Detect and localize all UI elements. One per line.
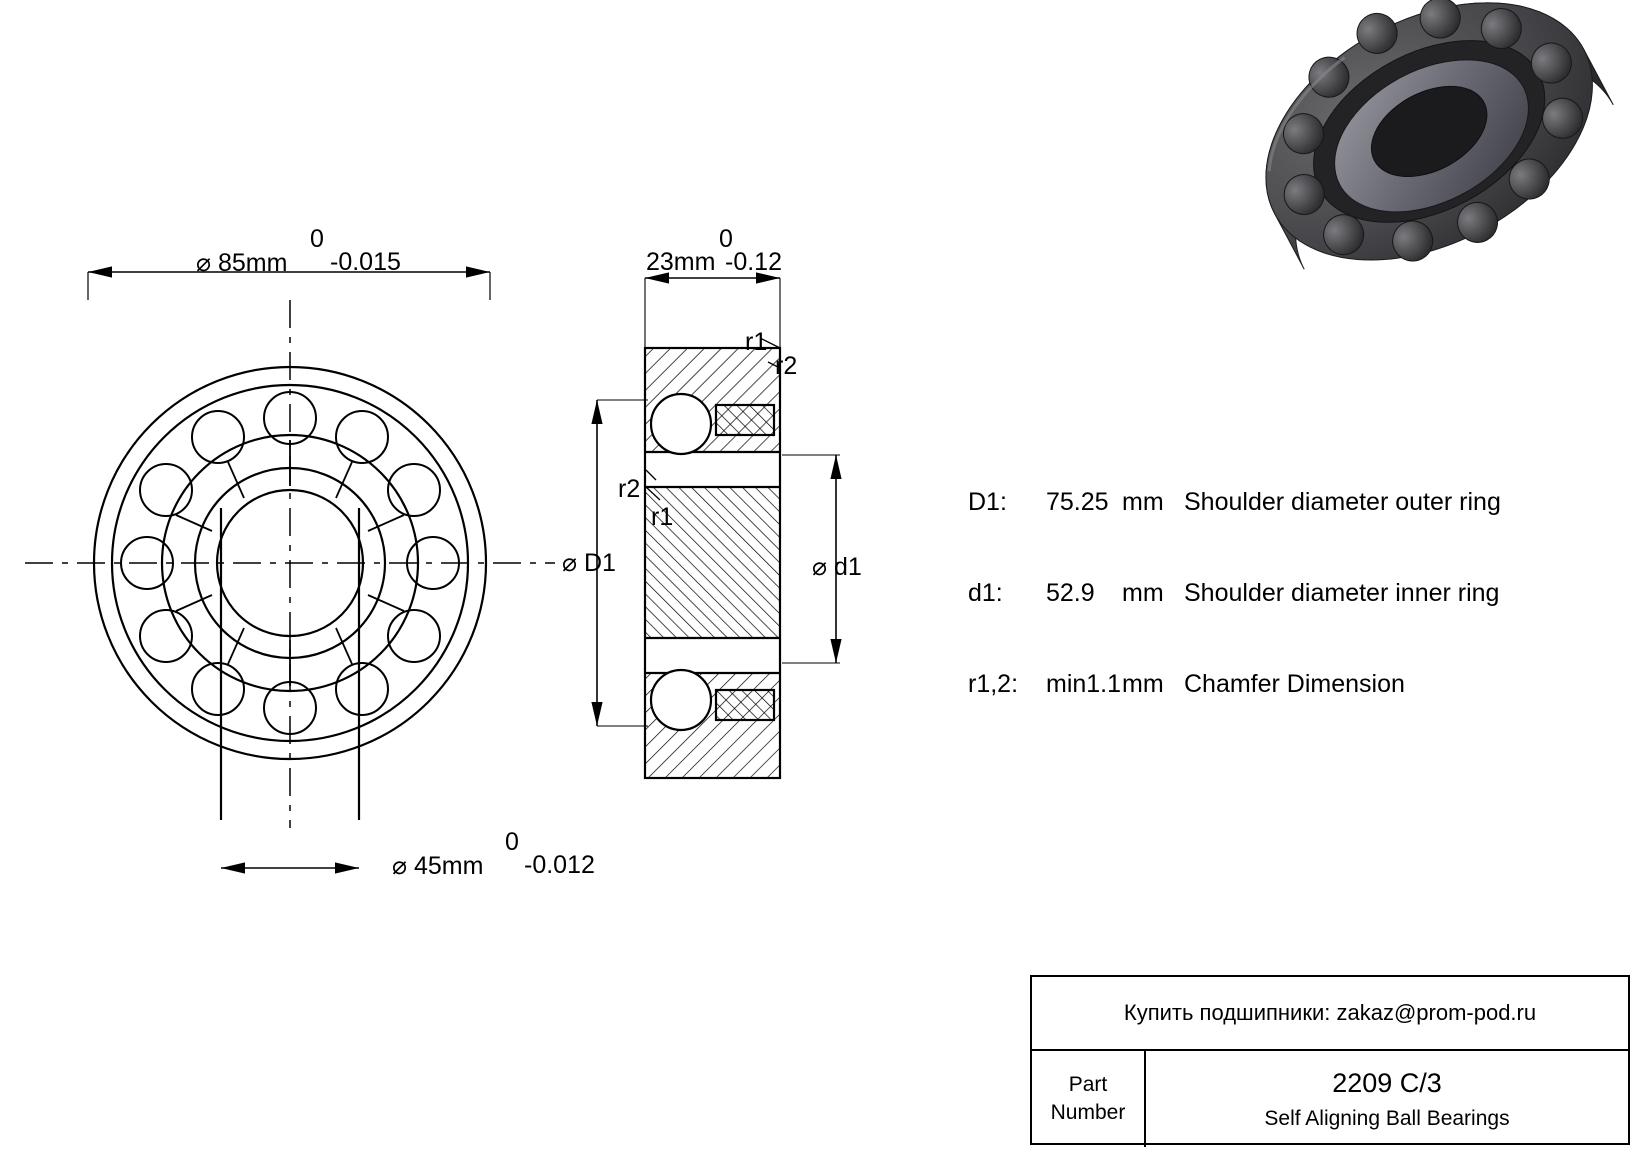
part-label-line1: Part [1068, 1072, 1108, 1096]
shoulder-inner-dimension-label: ⌀ d1 [812, 553, 862, 581]
spec-row [968, 670, 1588, 699]
spec-value: 52.9 [1046, 579, 1095, 607]
bearing-3d-render [1213, 0, 1641, 322]
part-label-line2: Number [1050, 1101, 1126, 1124]
spec-key: D1: [968, 488, 1007, 516]
specification-list [968, 488, 1588, 761]
part-number-values [1146, 1051, 1628, 1147]
od-dimension-label: ⌀ 85mm [196, 249, 288, 277]
spec-description: Chamfer Dimension [1184, 670, 1405, 698]
od-tolerance-upper: 0 [310, 225, 324, 253]
spec-description: Shoulder diameter outer ring [1184, 488, 1501, 516]
od-tolerance-lower: -0.015 [330, 248, 401, 276]
bore-tolerance-upper: 0 [505, 828, 519, 856]
spec-unit: mm [1122, 488, 1164, 516]
width-tolerance-lower: -0.12 [725, 248, 782, 276]
spec-row [968, 579, 1588, 608]
title-block [1030, 975, 1630, 1145]
width-dimension-label: 23mm [646, 248, 716, 276]
bore-dimension-label: ⌀ 45mm [392, 852, 484, 880]
part-number-label [1032, 1051, 1146, 1147]
spec-value: 75.25 [1046, 488, 1109, 516]
chamfer-r2-top-label: r2 [775, 352, 798, 380]
width-tolerance-upper: 0 [719, 225, 733, 253]
title-block-part-row [1032, 1051, 1628, 1147]
chamfer-r1-mid-label: r1 [651, 503, 674, 531]
part-number-value: 2209 C/3 [1332, 1067, 1442, 1098]
part-type-value: Self Aligning Ball Bearings [1264, 1106, 1510, 1130]
title-block-contact-row [1032, 977, 1628, 1051]
chamfer-r2-mid-label: r2 [618, 475, 641, 503]
bore-tolerance-lower: -0.012 [524, 851, 595, 879]
contact-text: Купить подшипники: zakaz@prom-pod.ru [1123, 1000, 1537, 1025]
spec-key: d1: [968, 579, 1003, 607]
spec-description: Shoulder diameter inner ring [1184, 579, 1500, 607]
spec-unit: mm [1122, 670, 1164, 698]
spec-unit: mm [1122, 579, 1164, 607]
chamfer-r1-top-label: r1 [745, 328, 768, 356]
spec-key: r1,2: [968, 670, 1019, 698]
spec-value: min1.1 [1046, 670, 1122, 698]
spec-row [968, 488, 1588, 517]
shoulder-outer-dimension-label: ⌀ D1 [562, 549, 616, 577]
